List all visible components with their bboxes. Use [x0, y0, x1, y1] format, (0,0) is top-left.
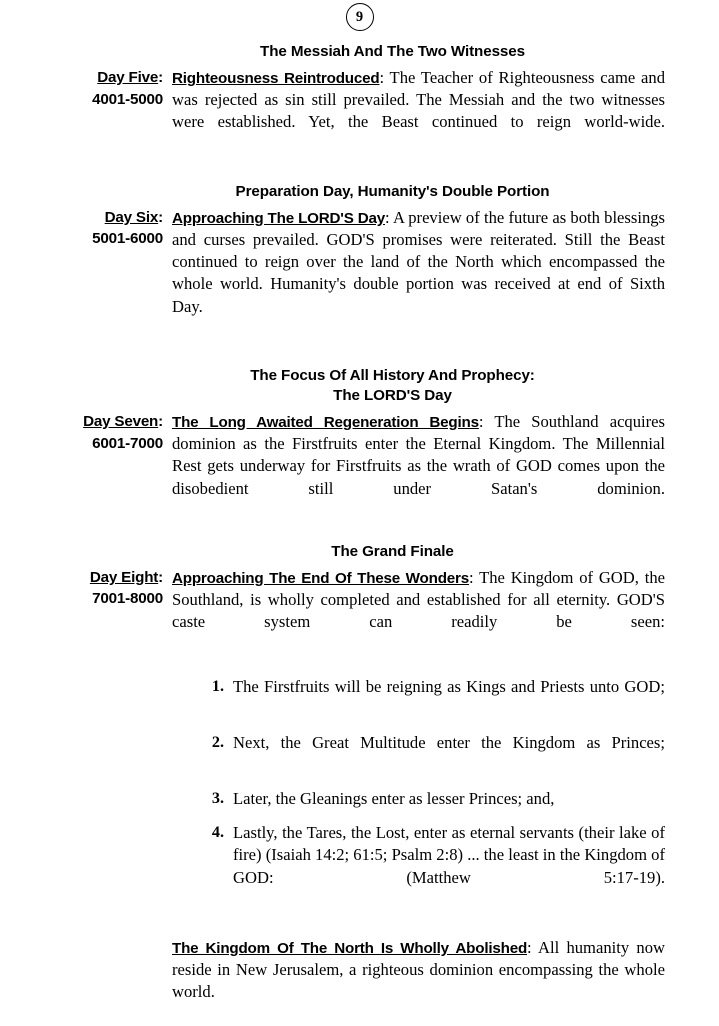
section-day-six — [40, 182, 665, 340]
list-marker: 2. — [211, 732, 224, 751]
section-day-seven — [40, 366, 665, 522]
day-name-seven: Day Seven — [83, 412, 159, 430]
day-range-six: 5001-6000 — [92, 230, 163, 248]
list-spacer — [40, 656, 665, 676]
list-marker: 3. — [211, 789, 224, 808]
day-text-seven: : The Southland acquires dominion as the Firstfruits enter the Eternal Kingdom. The Millennial Rest gets underway for Firstfruits as the wrath of GOD comes upon the disobedient still under Satan's dominion. — [172, 411, 665, 498]
day-body-five — [163, 67, 665, 156]
section-spacer — [40, 340, 665, 366]
list-item — [40, 676, 665, 720]
day-entry-seven — [40, 411, 665, 522]
lead-in-five: Righteousness Reintroduced — [172, 70, 380, 88]
document-content — [0, 42, 719, 1026]
day-range-eight: 7001-8000 — [92, 590, 163, 608]
day-body-six — [163, 207, 665, 340]
day-body-seven — [163, 411, 665, 522]
day-range-five: 4001-5000 — [92, 90, 163, 108]
list-item-text: The Firstfruits will be reigning as Kings and Priests unto GOD; — [233, 676, 665, 696]
day-name-eight: Day Eight — [89, 568, 159, 586]
section-heading-finale — [40, 542, 665, 562]
day-colon-seven: : — [158, 412, 163, 430]
day-name-six: Day Six — [104, 208, 159, 226]
closing-lead-in: The Kingdom Of The North Is Wholly Abolished — [172, 939, 528, 957]
day-text-eight: : The Kingdom of GOD, the Southland, is wholly completed and established for all eternity. GOD'S caste system can readily be seen: — [172, 567, 665, 632]
section-day-eight — [40, 542, 665, 656]
lead-in-seven: The Long Awaited Regeneration Begins — [172, 413, 479, 431]
list-item-text: Lastly, the Tares, the Lost, enter as eternal servants (their lake of fire) (Isaiah 14:2; 61:5; Psalm 2:8) ... the least in the Kingdom of GOD: (Matthew 5:17-19). — [233, 823, 665, 887]
day-entry-eight — [40, 567, 665, 656]
section-heading-messiah — [40, 42, 665, 62]
section-heading-line2: The LORD'S Day — [333, 386, 452, 404]
list-marker: 1. — [211, 676, 224, 695]
section-heading-line1: The Grand Finale — [331, 542, 454, 560]
day-colon-six: : — [158, 208, 163, 226]
day-range-seven: 6001-7000 — [92, 434, 163, 452]
day-text-six: : A preview of the future as both blessings and curses prevailed. GOD'S promises were reiterated. Still the Beast continued to reign over the land of the North which encompassed the whole world. Humanity's double portion was received at end of Sixth Day. — [172, 207, 665, 316]
list-item-text: Next, the Great Multitude enter the Kingdom as Princes; — [233, 732, 665, 752]
list-item — [40, 788, 665, 810]
day-label-seven — [40, 411, 163, 454]
section-spacer — [40, 522, 665, 542]
closing-paragraph — [40, 937, 665, 1026]
section-day-five — [40, 42, 665, 156]
day-body-eight — [163, 567, 665, 656]
day-label-six — [40, 207, 163, 250]
day-text-five: : The Teacher of Righteousness came and was rejected as sin still prevailed. The Messiah and the two witnesses were established. Yet, the Beast continued to reign world-wide. — [172, 68, 666, 132]
caste-system-list — [40, 676, 665, 911]
list-item — [40, 822, 665, 911]
day-colon-five: : — [158, 69, 163, 87]
day-label-eight — [40, 567, 163, 610]
day-entry-five — [40, 67, 665, 156]
list-marker: 4. — [211, 823, 224, 842]
section-heading-line1: Preparation Day, Humanity's Double Portion — [235, 182, 550, 200]
closing-body — [163, 937, 665, 1026]
section-heading-preparation — [40, 182, 665, 202]
list-item — [40, 732, 665, 776]
day-colon-eight: : — [158, 568, 163, 586]
day-label-five — [40, 67, 163, 110]
page-number-badge: 9 — [346, 3, 374, 31]
section-heading-line1: The Messiah And The Two Witnesses — [260, 43, 525, 60]
section-spacer — [40, 156, 665, 182]
day-name-five: Day Five — [97, 69, 159, 87]
lead-in-eight: Approaching The End Of These Wonders — [172, 569, 469, 587]
lead-in-six: Approaching The LORD'S Day — [172, 209, 386, 227]
day-entry-six — [40, 207, 665, 340]
section-heading-line1: The Focus Of All History And Prophecy: — [250, 366, 535, 384]
list-item-text: Later, the Gleanings enter as lesser Princes; and, — [233, 789, 555, 809]
closing-text: : All humanity now reside in New Jerusalem, a righteous dominion encompassing the whole world. — [172, 937, 665, 1002]
section-heading-focus — [40, 366, 665, 406]
closing-spacer — [40, 911, 665, 937]
page-number-container — [0, 3, 719, 31]
